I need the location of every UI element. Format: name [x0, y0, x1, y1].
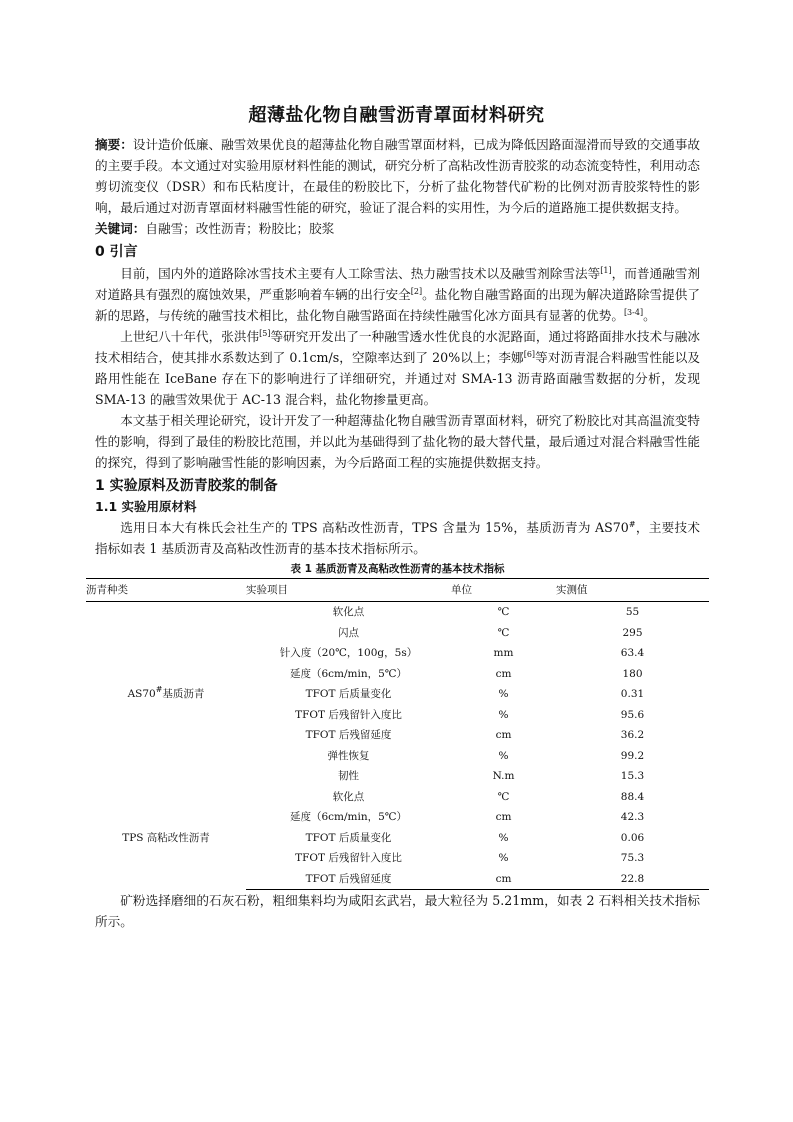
subsection-heading-1-1: 1.1 实验用原材料: [95, 499, 197, 514]
table-row: TFOT 后残留延度 cm 36.2: [305, 729, 645, 742]
asphalt-spec-table: [86, 578, 709, 890]
citation: [2]: [410, 287, 423, 296]
table-header-cell: 单位: [451, 579, 556, 602]
table-header-cell: 实测值: [556, 579, 709, 602]
row-group-label: TPS 高粘改性沥青: [122, 832, 210, 844]
section-heading-intro: 0 引言: [95, 244, 138, 260]
table-row: TFOT 后残留针入度比 % 75.3: [295, 852, 645, 865]
abstract-label: 摘要：: [95, 137, 133, 152]
citation: [3-4]: [623, 308, 644, 317]
keywords-text: 自融雪；改性沥青；粉胶比；胶浆: [145, 221, 335, 236]
abstract-text: 设计造价低廉、融雪效果优良的超薄盐化物自融雪罩面材料，已成为降低因路面湿滑而导致的交通事故的主要手段。本文通过对实验用原材料性能的测试，研究分析了高粘改性沥青胶浆的动态流变特性，利用动态剪切流变仪（DSR）和布氏粘度计，在最佳的粉胶比下，分析了盐化物替代矿粉的比例对沥青胶浆特性的影响，最后通过对沥青罩面材料融雪性能的研究，验证了混合料的实用性，为今后的道路施工提供数据支持。: [95, 137, 701, 215]
table-row: 弹性恢复 % 99.2: [327, 749, 645, 762]
table-row: TFOT 后质量变化 % 0.31: [305, 688, 645, 701]
table-header-row: [86, 579, 709, 602]
aggregate-paragraph: 矿粉选择磨细的石灰石粉，粗细集料均为咸阳玄武岩，最大粒径为 5.21mm，如表 2 石料相关技术指标所示。: [95, 893, 700, 929]
section-heading-1: 1 实验原料及沥青胶浆的制备: [95, 478, 278, 494]
intro-paragraph-3: 本文基于相关理论研究，设计开发了一种超薄盐化物自融雪沥青罩面材料，研究了粉胶比对其高温流变特性的影响，得到了最佳的粉胶比范围，并以此为基础得到了盐化物的最大替代量，最后通过对混合料融雪性能的探究，得到了影响融雪性能的影响因素，为今后路面工程的实施提供数据支持。: [95, 413, 700, 470]
keywords: [95, 218, 700, 239]
keywords-label: 关键词：: [95, 221, 146, 236]
table-row: TPS 高粘改性沥青 软化点 ℃ 88.4: [86, 787, 709, 808]
paper-title: 超薄盐化物自融雪沥青罩面材料研究: [248, 105, 545, 126]
table-row: 韧性 N.m 15.3: [338, 770, 645, 783]
citation: [5]: [259, 329, 271, 338]
intro-paragraph-1: 目前，国内外的道路除冰雪技术主要有人工除雪法、热力融雪技术以及融雪剂除雪法等[1]，而普通融雪剂对道路具有强烈的腐蚀效果，严重影响着车辆的出行安全[2]。盐化物自融雪路面的出现为解决道路除雪提供了新的思路，与传统的融雪技术相比，盐化物自融雪路面在持续性融雪化冰方面具有显著的优势。[3-4]。: [95, 266, 701, 323]
table-row: 针入度（20℃，100g，5s） mm 63.4: [279, 647, 645, 660]
table-row: 延度（6cm/min，5℃） cm 42.3: [289, 811, 645, 824]
intro-paragraph-2: 上世纪八十年代，张洪伟[5]等研究开发出了一种融雪透水性优良的水泥路面，通过将路面排水技术与融冰技术相结合，使其排水系数达到了 0.1cm/s，空隙率达到了 20%以上；李娜[6]等对沥青混合料融雪性能以及路用性能在 IceBane 存在下的影响进行了详细研究，并通过对 SMA-13 沥青路面融雪数据的分析，发现 SMA-13 的融雪效果优于 AC-13 混合料，盐化物掺量更高。: [95, 329, 701, 407]
table-row: AS70#基质沥青 软化点 ℃ 55: [86, 602, 709, 623]
materials-paragraph: 选用日本大有株氏会社生产的 TPS 高粘改性沥青，TPS 含量为 15%，基质沥青为 AS70#，主要技术指标如表 1 基质沥青及高粘改性沥青的基本技术指标所示。: [95, 520, 701, 556]
paper-body: [86, 134, 701, 932]
citation: [6]: [523, 350, 536, 359]
row-group-label: AS70#基质沥青: [127, 685, 205, 701]
table-row: TFOT 后残留针入度比 % 95.6: [295, 708, 645, 721]
table-caption: 表 1 基质沥青及高粘改性沥青的基本技术指标: [290, 563, 505, 575]
citation: [1]: [600, 266, 612, 275]
table-row: TFOT 后残留延度 cm 22.8: [86, 869, 709, 890]
abstract: [95, 134, 700, 218]
table-row: 延度（6cm/min，5℃） cm 180: [289, 667, 643, 680]
table-header-cell: 沥青种类: [86, 579, 246, 602]
table-row: TFOT 后质量变化 % 0.06: [305, 831, 645, 844]
table-row: 闪点 ℃ 295: [338, 626, 643, 639]
table-header-cell: 实验项目: [246, 579, 451, 602]
